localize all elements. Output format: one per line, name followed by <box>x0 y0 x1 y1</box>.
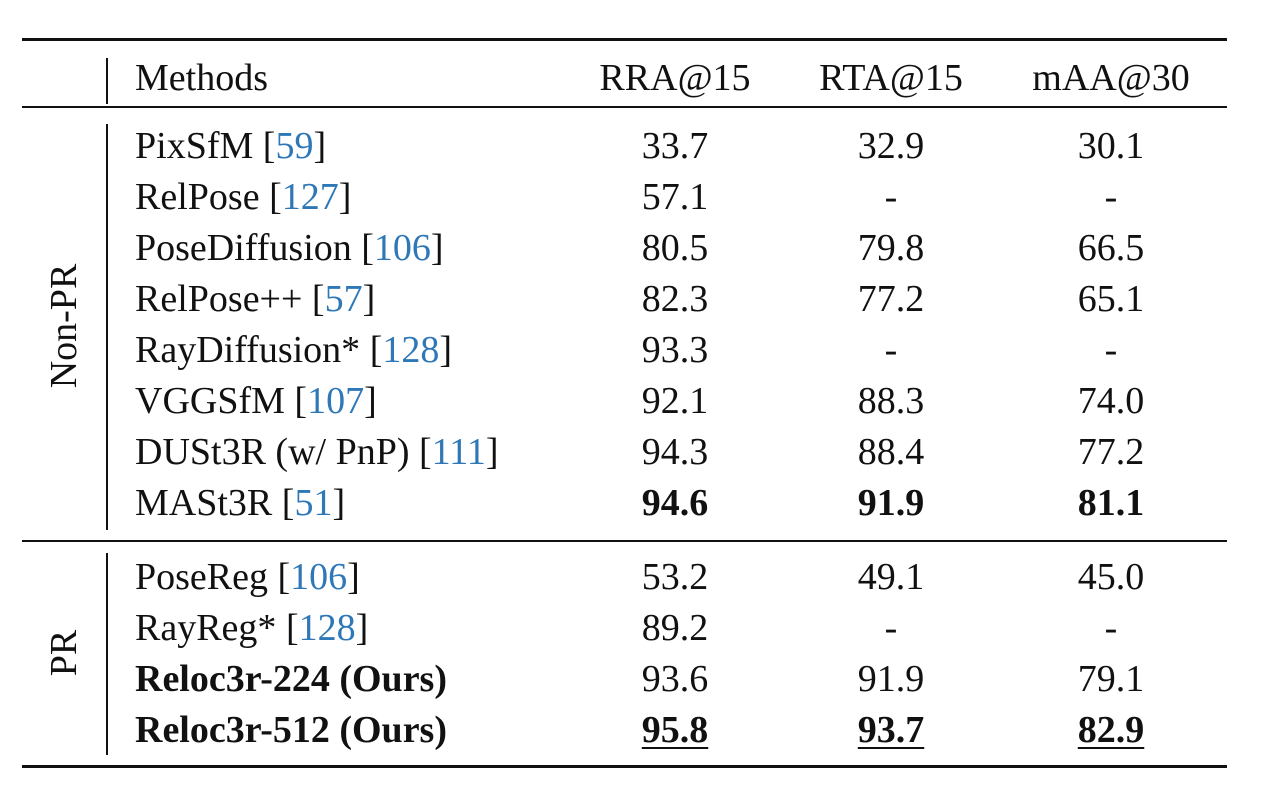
table-row-method <box>135 657 447 701</box>
citation-link[interactable]: 51 <box>294 482 333 524</box>
method-name: Reloc3r-224 (Ours) <box>135 658 447 700</box>
table-cell-maa30: 74.0 <box>1077 380 1145 422</box>
table-row-method: VGGSfM [107] <box>135 380 377 422</box>
table-cell-maa30: 66.5 <box>1077 227 1145 269</box>
table-cell-rra15: 33.7 <box>641 125 709 167</box>
table-cell-maa30: 81.1 <box>1077 482 1145 524</box>
table-row-method: DUSt3R (w/ PnP) [111] <box>135 431 499 473</box>
table-row-method: RelPose [127] <box>135 176 352 218</box>
table-row-method: MASt3R [51] <box>135 482 346 524</box>
header-vertical-line <box>106 58 108 104</box>
table-cell-rta15: 91.9 <box>857 658 925 700</box>
table-cell-rta15: - <box>884 607 898 649</box>
table-cell-rra15: 82.3 <box>641 278 709 320</box>
table-row-method: RelPose++ [57] <box>135 278 376 320</box>
header-methods: Methods <box>135 57 268 99</box>
table-row-method: RayReg* [128] <box>135 607 369 649</box>
table-cell-maa30: 77.2 <box>1077 431 1145 473</box>
method-name: RayReg* <box>135 607 277 649</box>
table-cell-rta15: 88.4 <box>857 431 925 473</box>
table-cell-rra15: 93.3 <box>641 329 709 371</box>
header-maa30: mAA@30 <box>1032 57 1190 99</box>
table-cell-rra15: 89.2 <box>641 607 709 649</box>
header-rule <box>22 106 1227 108</box>
table-cell-rra15: 93.6 <box>641 658 709 700</box>
method-name: PixSfM <box>135 125 254 167</box>
table-cell-maa30: - <box>1104 607 1118 649</box>
pr-vertical-line <box>106 553 108 755</box>
method-name: MASt3R <box>135 482 273 524</box>
table-cell-maa30: 30.1 <box>1077 125 1145 167</box>
citation-link[interactable]: 57 <box>324 278 363 320</box>
citation-link[interactable]: 127 <box>281 176 339 218</box>
group-separator-rule <box>22 540 1227 542</box>
citation-link[interactable]: 107 <box>307 380 365 422</box>
method-name: RelPose++ <box>135 278 303 320</box>
table-cell-rta15: 77.2 <box>857 278 925 320</box>
table-cell-rta15: 88.3 <box>857 380 925 422</box>
table-cell-rta15: - <box>884 329 898 371</box>
table-row-method <box>135 708 447 752</box>
group-label-non-pr: Non-PR <box>43 263 85 389</box>
method-name: DUSt3R (w/ PnP) <box>135 431 410 473</box>
table-row-method: PoseReg [106] <box>135 556 360 598</box>
table-cell-rra15: 95.8 <box>641 709 709 751</box>
method-name: RelPose <box>135 176 260 218</box>
table-cell-maa30: 45.0 <box>1077 556 1145 598</box>
table-cell-rra15: 94.3 <box>641 431 709 473</box>
table-cell-maa30: - <box>1104 329 1118 371</box>
citation-link[interactable]: 128 <box>382 329 440 371</box>
method-name: RayDiffusion* <box>135 329 361 371</box>
method-name: PoseReg <box>135 556 268 598</box>
table-cell-maa30: 65.1 <box>1077 278 1145 320</box>
citation-link[interactable]: 106 <box>373 227 431 269</box>
table-cell-maa30: 82.9 <box>1077 709 1145 751</box>
citation-link[interactable]: 59 <box>275 125 314 167</box>
table-cell-rta15: 32.9 <box>857 125 925 167</box>
table-row-method: RayDiffusion* [128] <box>135 329 452 371</box>
bottom-rule <box>22 765 1227 768</box>
table-row-method: PoseDiffusion [106] <box>135 227 444 269</box>
method-name: VGGSfM <box>135 380 285 422</box>
table-cell-maa30: 79.1 <box>1077 658 1145 700</box>
header-rra15: RRA@15 <box>599 57 751 99</box>
method-name: Reloc3r-512 (Ours) <box>135 709 447 751</box>
table-cell-rta15: - <box>884 176 898 218</box>
table-cell-maa30: - <box>1104 176 1118 218</box>
table-cell-rra15: 57.1 <box>641 176 709 218</box>
table-cell-rra15: 80.5 <box>641 227 709 269</box>
table-row-method: PixSfM [59] <box>135 125 327 167</box>
top-rule <box>22 38 1227 41</box>
method-name: PoseDiffusion <box>135 227 352 269</box>
table-cell-rra15: 92.1 <box>641 380 709 422</box>
table-cell-rta15: 91.9 <box>857 482 925 524</box>
header-rta15: RTA@15 <box>819 57 963 99</box>
citation-link[interactable]: 128 <box>298 607 356 649</box>
table-cell-rra15: 53.2 <box>641 556 709 598</box>
table-cell-rta15: 49.1 <box>857 556 925 598</box>
table-cell-rra15: 94.6 <box>641 482 709 524</box>
non-pr-vertical-line <box>106 124 108 530</box>
table-cell-rta15: 93.7 <box>857 709 925 751</box>
table-cell-rta15: 79.8 <box>857 227 925 269</box>
citation-link[interactable]: 111 <box>431 431 486 473</box>
citation-link[interactable]: 106 <box>290 556 348 598</box>
group-label-pr: PR <box>43 629 85 677</box>
